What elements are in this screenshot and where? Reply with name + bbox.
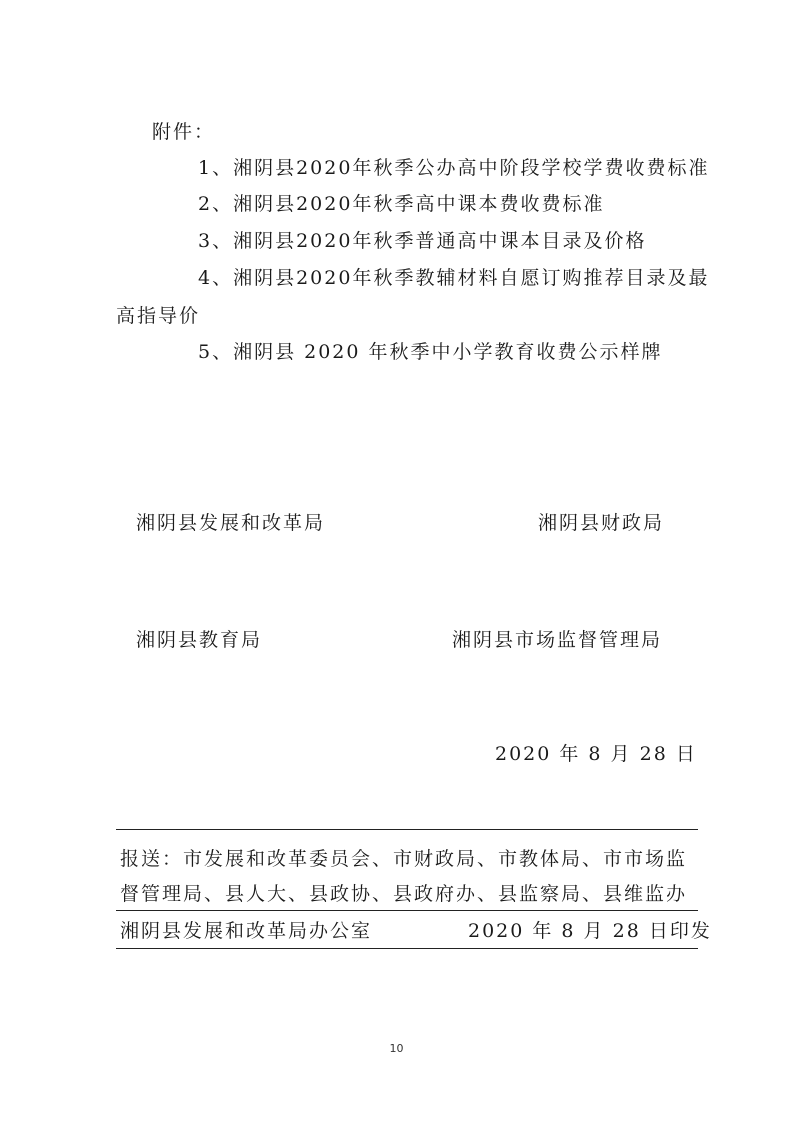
signature-education-bureau: 湘阴县教育局 (136, 629, 263, 651)
document-date: 2020 年 8 月 28 日 (495, 743, 697, 765)
attachment-item-3: 3、湘阴县2020年秋季普通高中课本目录及价格 (198, 230, 647, 252)
attachment-item-1: 1、湘阴县2020年秋季公办高中阶段学校学费收费标准 (198, 157, 710, 179)
attachment-item-2: 2、湘阴县2020年秋季高中课本费收费标准 (198, 193, 605, 215)
attachments-heading: 附件： (152, 121, 216, 143)
divider-bottom (116, 948, 698, 949)
signature-development-reform-bureau: 湘阴县发展和改革局 (136, 512, 326, 534)
divider-top (116, 829, 698, 830)
divider-middle (116, 910, 698, 911)
attachment-item-4: 4、湘阴县2020年秋季教辅材料自愿订购推荐目录及最 (198, 267, 710, 289)
page-number: 10 (389, 1042, 404, 1055)
signature-finance-bureau: 湘阴县财政局 (538, 512, 665, 534)
signature-market-supervision-bureau: 湘阴县市场监督管理局 (452, 629, 663, 651)
issuer-office: 湘阴县发展和改革局办公室 (120, 920, 373, 942)
attachment-item-5: 5、湘阴县 2020 年秋季中小学教育收费公示样牌 (198, 341, 663, 363)
issue-date: 2020 年 8 月 28 日印发 (468, 920, 712, 942)
attachment-item-4-continued: 高指导价 (116, 305, 201, 327)
distribution-line-2: 督管理局、县人大、县政协、县政府办、县监察局、县维监办 (120, 883, 688, 905)
distribution-line-1: 报送：市发展和改革委员会、市财政局、市教体局、市市场监 (120, 848, 688, 870)
